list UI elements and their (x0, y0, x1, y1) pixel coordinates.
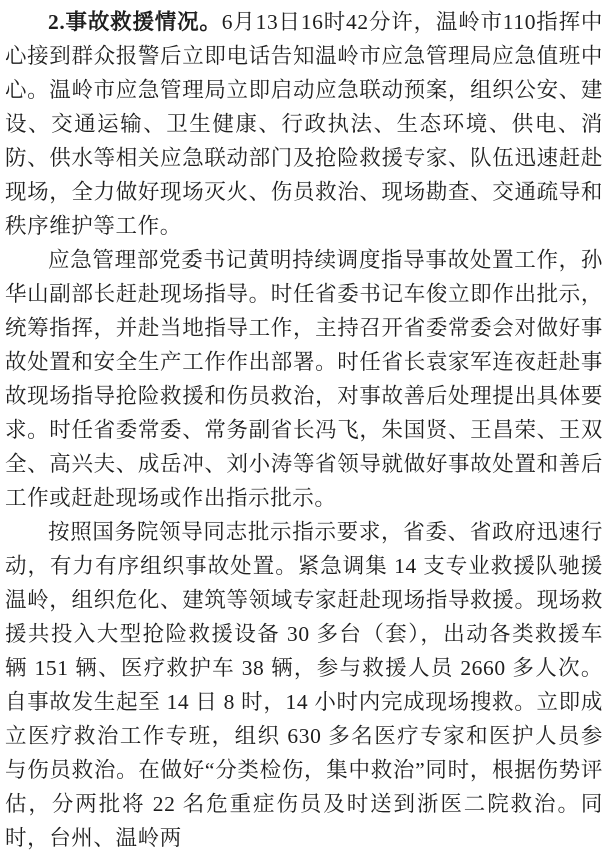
section-heading: 2.事故救援情况。 (48, 10, 222, 34)
paragraph-text: 6月13日16时42分许，温岭市110指挥中心接到群众报警后立即电话告知温岭市应急管理局应急值班中心。温岭市应急管理局立即启动应急联动预案，组织公安、建设、交通运输、卫生健康、行政执法、生态环境、供电、消防、供水等相关应急联动部门及抢险救援专家、队伍迅速赶赴现场，全力做好现场灭火、伤员救治、现场勘查、交通疏导和秩序维护等工作。 (5, 10, 603, 238)
paragraph-rescue-operations (5, 515, 603, 855)
paragraph-text: 按照国务院领导同志批示指示要求，省委、省政府迅速行动，有力有序组织事故处置。紧急调集 14 支专业救援队驰援温岭，组织危化、建筑等领域专家赶赴现场指导救援。现场救援共投入大型抢险救援设备 30 多台（套），出动各类救援车辆 151 辆、医疗救护车 38 辆，参与救援人员 2660 多人次。自事故发生起至 14 日 8 时，14 小时内完成现场搜救。立即成立医疗救治工作专班，组织 630 多名医疗专家和医护人员参与伤员救治。在做好“分类检伤，集中救治”同时，根据伤势评估，分两批将 22 名危重症伤员及时送到浙医二院救治。同时，台州、温岭两 (5, 520, 603, 850)
paragraph-leadership-response (5, 243, 603, 515)
paragraph-text: 应急管理部党委书记黄明持续调度指导事故处置工作，孙华山副部长赶赴现场指导。时任省委书记车俊立即作出批示，统筹指挥，并赴当地指导工作，主持召开省委常委会对做好事故处置和安全生产工作作出部署。时任省长袁家军连夜赶赴事故现场指导抢险救援和伤员救治，对事故善后处理提出具体要求。时任省委常委、常务副省长冯飞，朱国贤、王昌荣、王双全、高兴夫、成岳冲、刘小涛等省领导就做好事故处置和善后工作或赶赴现场或作出指示批示。 (5, 248, 603, 510)
paragraph-rescue-overview (5, 5, 603, 243)
